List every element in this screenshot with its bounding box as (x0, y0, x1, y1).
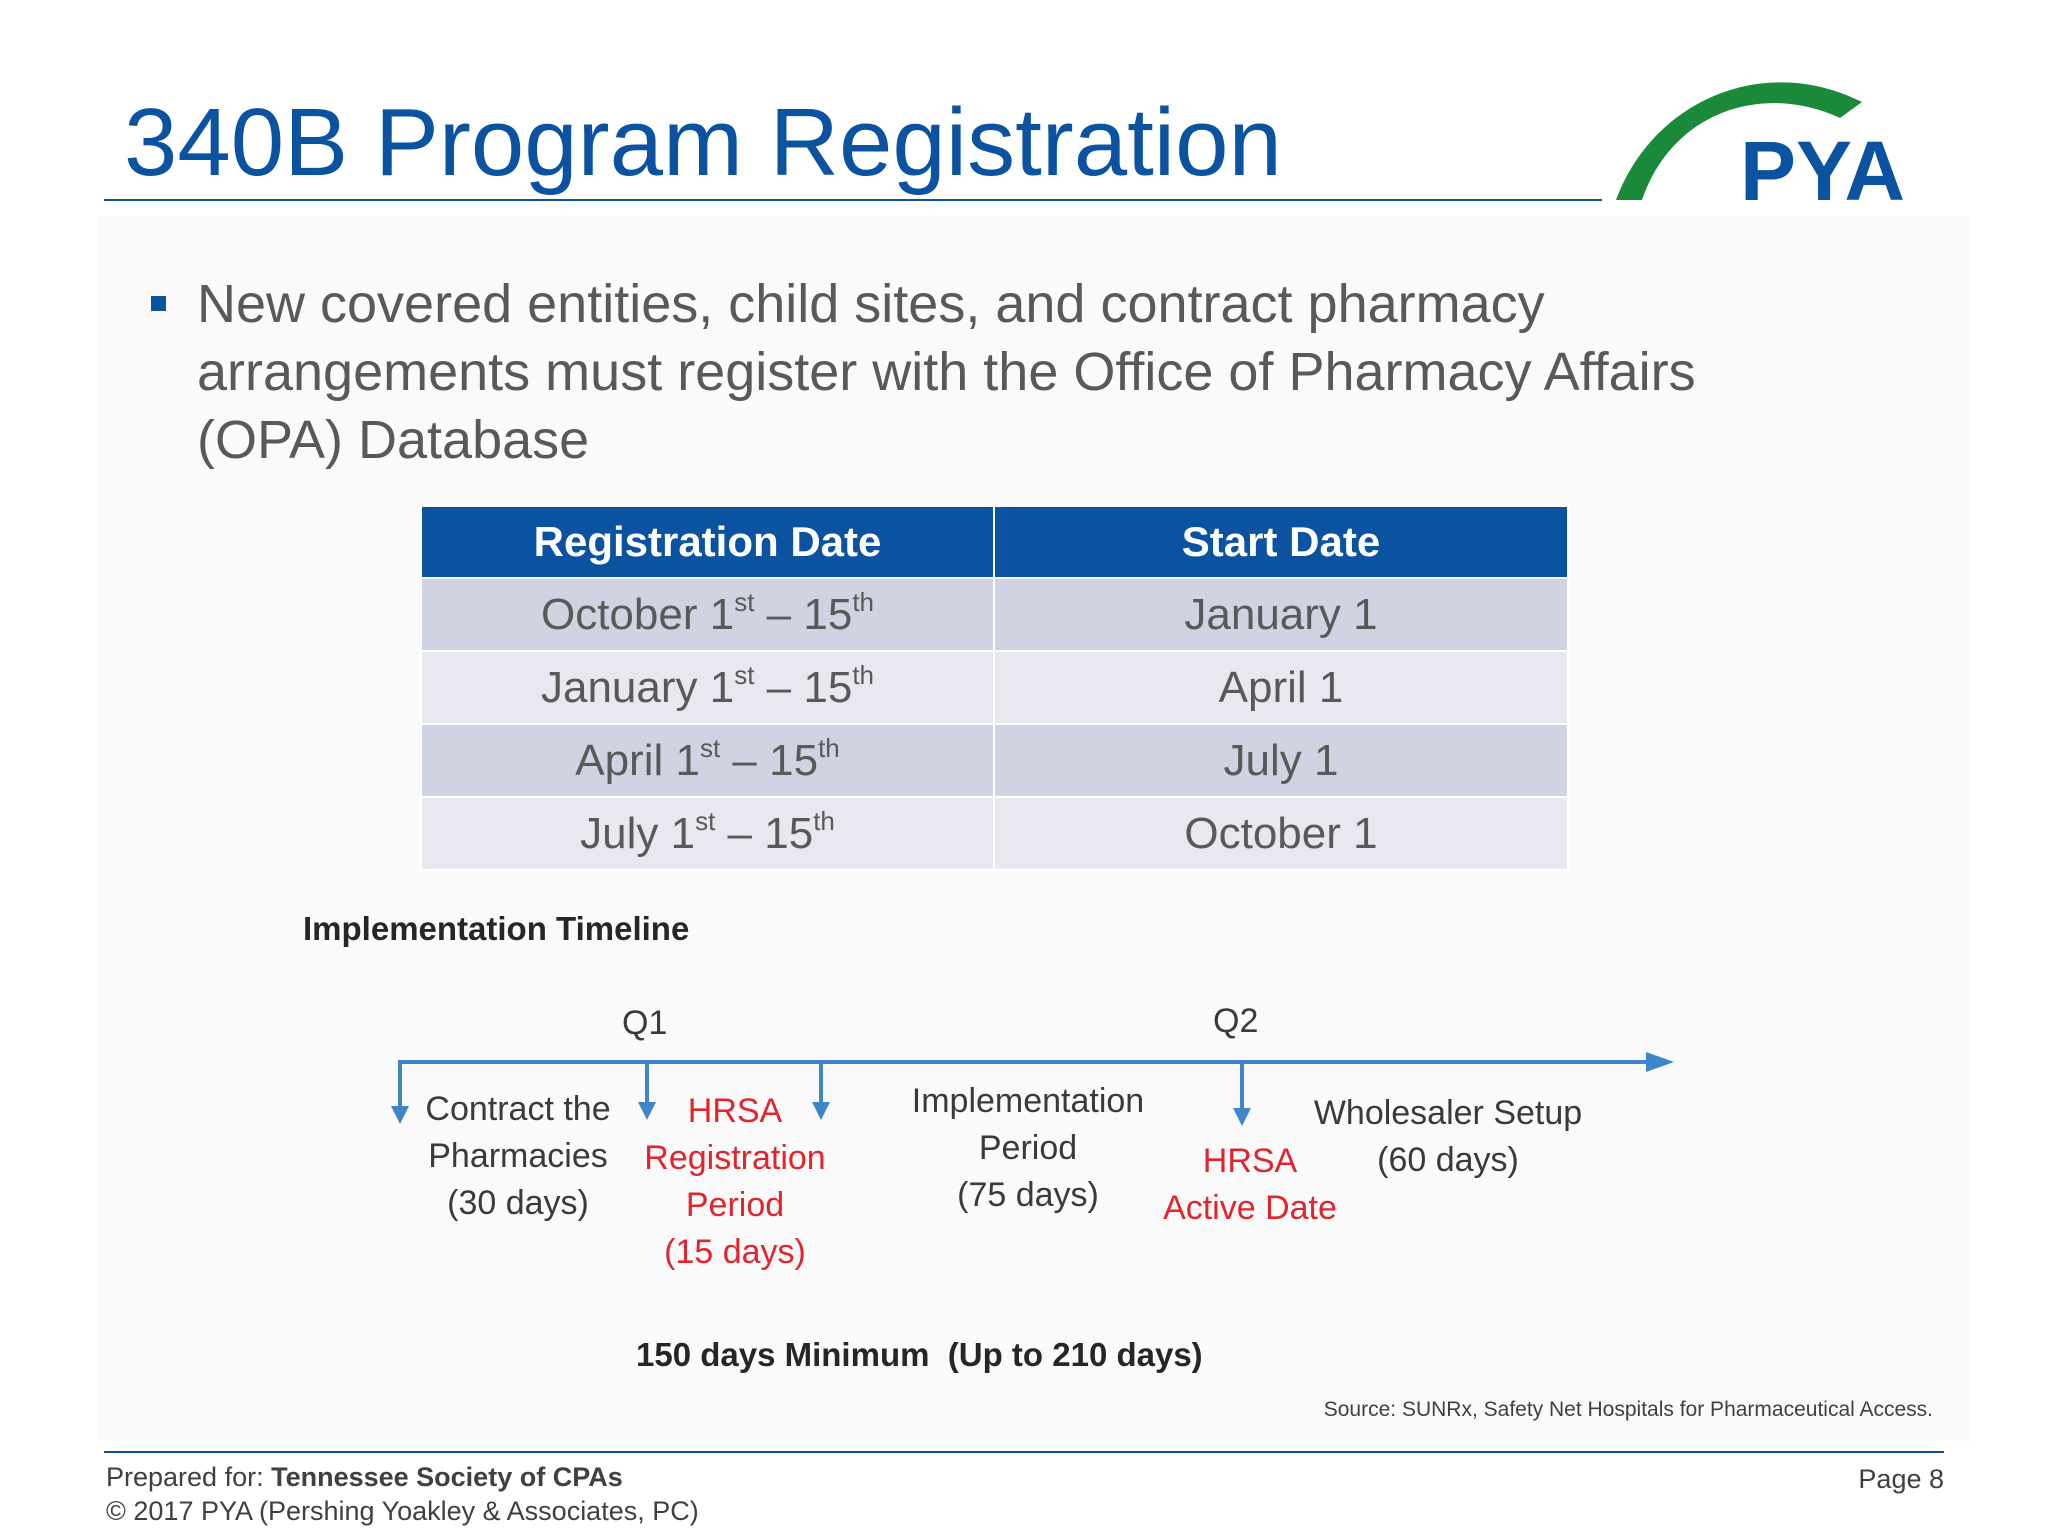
timeline-tick-4 (1233, 1062, 1251, 1126)
start-date-cell: January 1 (994, 578, 1568, 651)
timeline-title: Implementation Timeline (303, 910, 690, 947)
page-number: Page 8 (1858, 1464, 1944, 1494)
timeline-step-contract: Contract the Pharmacies (30 days) (425, 1090, 611, 1222)
column-header-start-date: Start Date (994, 506, 1568, 578)
registration-date-cell: April 1st – 15th (421, 724, 994, 797)
timeline-tick-1 (391, 1062, 409, 1124)
timeline-step-wholesaler: Wholesaler Setup (60 days) (1313, 1094, 1583, 1179)
column-header-registration-date: Registration Date (421, 506, 994, 578)
logo-text: PYA (1740, 124, 1906, 208)
timeline-step-hrsa-active: HRSA Active Date (1163, 1142, 1337, 1227)
source-citation: Source: SUNRx, Safety Net Hospitals for Pharmaceutical Access. (1323, 1398, 1933, 1421)
footer-info (106, 1460, 699, 1528)
timeline-step-implementation: Implementation Period (75 days) (911, 1082, 1145, 1214)
page-title: 340B Program Registration (124, 89, 1282, 196)
copyright-line: © 2017 PYA (Pershing Yoakley & Associates, PC) (106, 1496, 699, 1526)
registration-date-cell: January 1st – 15th (421, 651, 994, 724)
start-date-cell: April 1 (994, 651, 1568, 724)
footer-divider (104, 1451, 1944, 1453)
quarter-label-q1: Q1 (622, 1004, 668, 1042)
timeline-summary: 150 days Minimum (Up to 210 days) (636, 1336, 1203, 1373)
prepared-for-line: Prepared for: Tennessee Society of CPAs (106, 1462, 623, 1492)
registration-date-cell: July 1st – 15th (421, 797, 994, 870)
bullet-text: New covered entities, child sites, and contract pharmacy arrangements must register with the Office of Pharmacy Affairs (OPA) Database (197, 274, 1696, 470)
start-date-cell: October 1 (994, 797, 1568, 870)
quarter-label-q2: Q2 (1213, 1002, 1259, 1040)
start-date-cell: July 1 (994, 724, 1568, 797)
timeline-step-hrsa-registration: HRSA Registration Period (15 days) (644, 1092, 826, 1271)
registration-date-cell: October 1st – 15th (421, 578, 994, 651)
prepared-for-org: Tennessee Society of CPAs (271, 1462, 623, 1492)
timeline-arrowhead (1646, 1052, 1674, 1072)
